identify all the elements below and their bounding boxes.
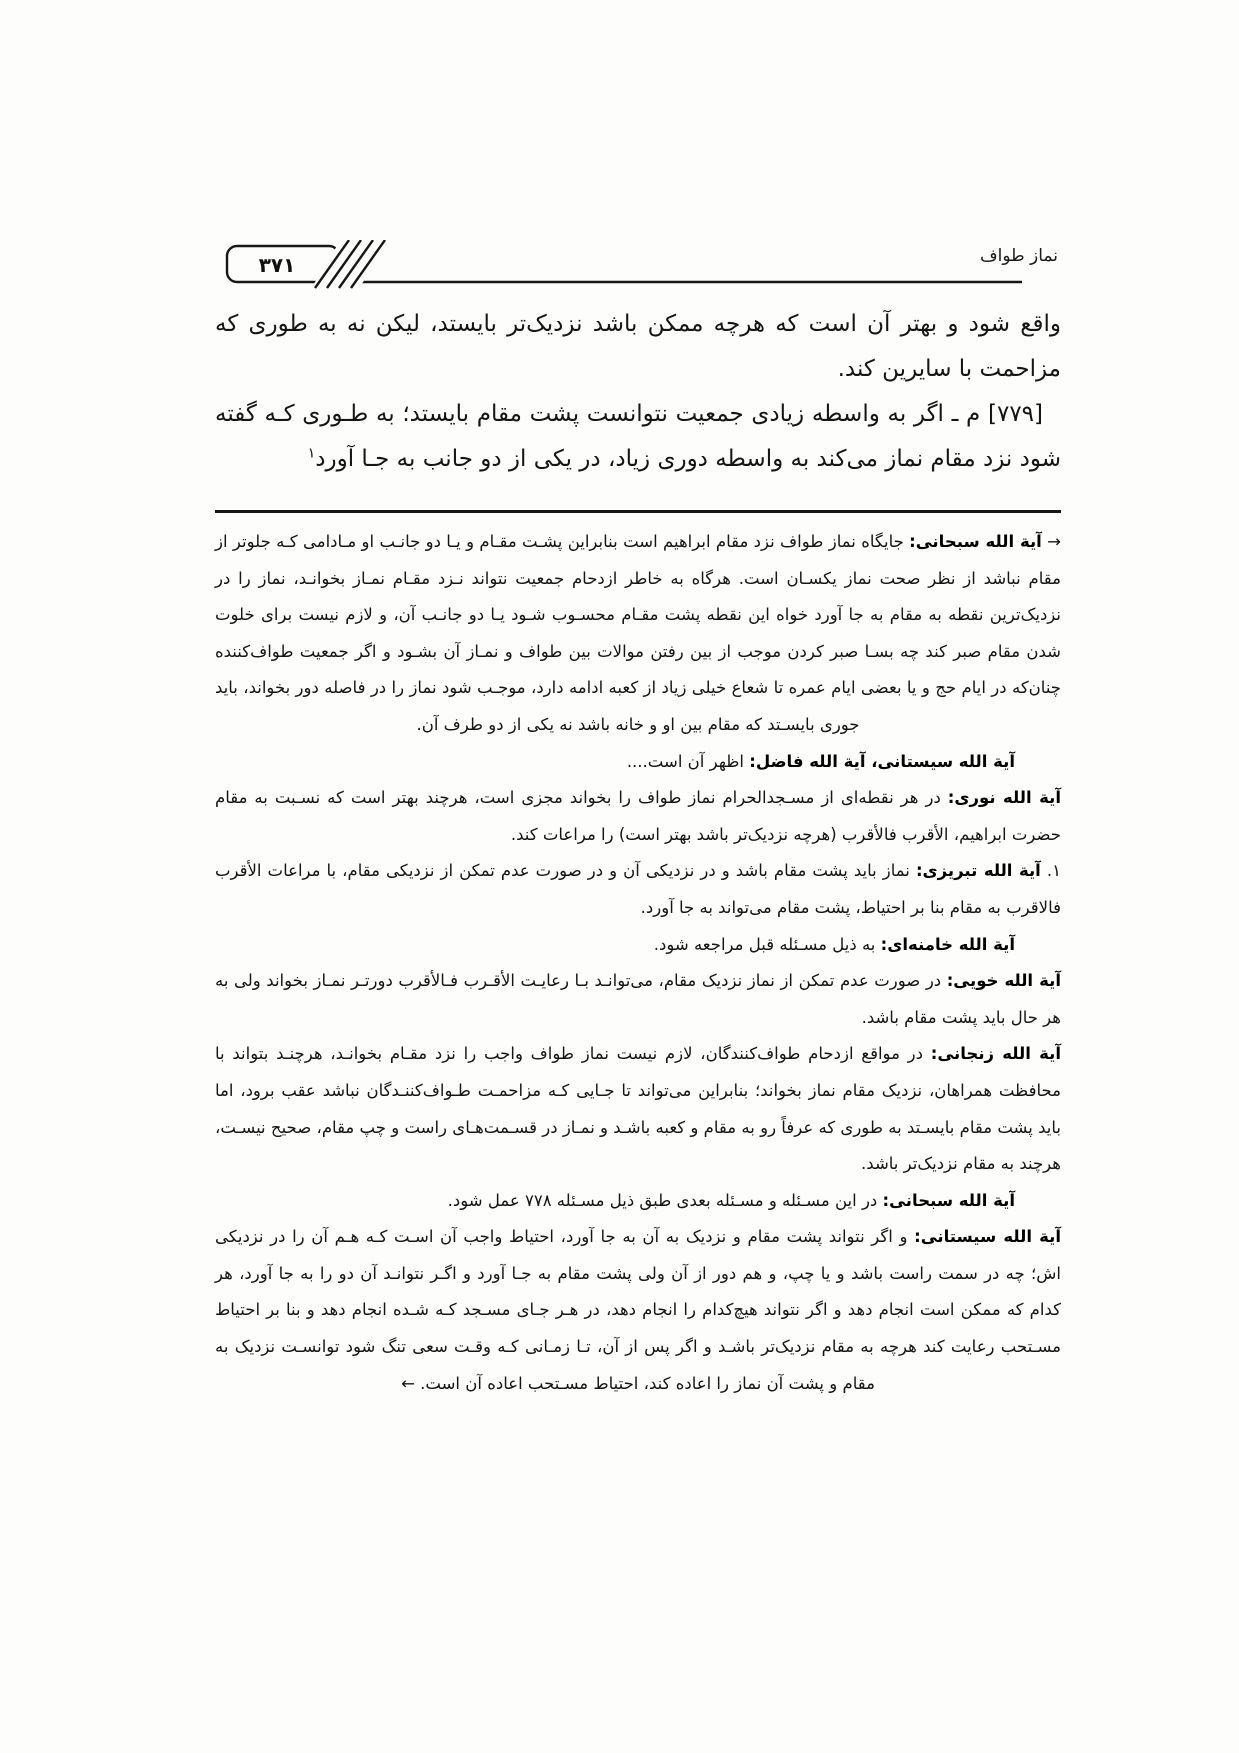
footnote-paragraph [215, 1219, 1061, 1402]
continuation-arrow-start: → [1041, 532, 1061, 551]
main-text [215, 302, 1061, 482]
footnote-number: ۱. [1040, 861, 1061, 881]
footnote-authority-name: آیة الله نوری: [947, 788, 1061, 808]
footnote-text: و اگر نتواند پشت مقام و نزدیک به آن به جا آورد، احتیاط واجب آن اسـت کـه هـم آن را در نزدیکی اش؛ چه در سمت راست باشد و یا چپ، و هم دور از آن ولی پشت مقام به جـا آورد و اگـر نتوانـد آن دو را به جا آورد، هر کدام که ممکن است انجام دهد و اگر نتواند هیچ‌کدام را انجام دهد، در هـر جـای مسـجد کـه شـده انجام دهد و بنا بر احتیاط مسـتحب رعایت کند هرچه به مقام نزدیک‌تر باشـد و اگر پس از آن، تـا زمـانی کـه وقـت سعی تنگ شود توانسـت نزدیک به مقام و پشت آن نماز را اعاده کند، احتیاط مسـتحب اعاده آن است. [215, 1227, 1061, 1393]
footnote-authority-name: آیة الله خویی: [946, 971, 1061, 991]
footnotes-section [215, 524, 1061, 1402]
footnote-text: در این مسـئله و مسـئله بعدی طبق ذیل مسـئله ۷۷۸ عمل شود. [447, 1190, 883, 1210]
footnote-authority-name: آیة الله سیستانی، آیة الله فاضل: [749, 751, 1015, 771]
page-number: ۳۷۱ [258, 253, 296, 277]
footnote-paragraph [215, 524, 1061, 744]
footnote-text: در صورت عدم تمکن از نماز نزدیک مقام، می‌توانـد بـا رعایـت الأقـرب فـالأقرب دورتـر نمـاز بخواند ولی به هر حال باید پشت مقام باشد. [215, 971, 1061, 1027]
footnote-text: نماز باید پشت مقام باشد و در نزدیکی آن و در صورت عدم تمکن از نزدیکی مقام، با مراعات الأقرب فالاقرب به مقام بنا بر احتیاط، پشت مقام می‌تواند به جا آورد. [215, 861, 1061, 917]
footnote-paragraph [215, 744, 1061, 781]
footnote-text: به ذیل مسـئله قبل مراجعه شود. [653, 934, 881, 954]
footnote-text: در هر نقطه‌ای از مسـجدالحرام نماز طواف را بخواند مجزی است، هرچند بهتر است که نسـبت به مقام حضرت ابراهیم، الأقرب فالأقرب (هرچه نزدیک‌تر باشد بهتر است) را مراعات کند. [215, 788, 1061, 844]
footnote-text: اظهر آن است.... [626, 751, 750, 771]
footnote-text: جایگاه نماز طواف نزد مقام ابراهیم است بنابراین پشـت مقـام و یـا دو جانـب او مـادامی کـه جلوتر از مقام نباشد از نظر صحت نماز یکسـان است. هرگاه به خاطر ازدحام جمعیت نتواند نـزد مقـام نمـاز بخوانـد، نماز را در نزدیک‌ترین نقطه به مقام به جا آورد خواه این نقطه پشت مقـام محسـوب شـود یـا دو جانـب آن، و لازم نیست برای خلوت شدن مقام صبر کند چه بسـا صبر کردن موجب از بین رفتن موالات بین طواف و نمـاز آن بشـود و اگر جمعیت طواف‌کننده چنان‌که در ایام حج و یا بعضی ایام عمره تا شعاع خیلی زیاد از کعبه ادامه دارد، موجـب شود نماز را در فاصله دور بخواند، باید جوری بایسـتد که مقام بین او و خانه باشد نه یکی از دو طرف آن. [215, 532, 1061, 734]
footnote-authority-name: آیة الله سبحانی: [909, 532, 1042, 551]
footnote-paragraph [215, 963, 1061, 1036]
footnote-authority-name: آیة الله سیستانی: [914, 1227, 1061, 1247]
body-paragraph [215, 392, 1061, 482]
masala-number: [۷۷۹] [987, 401, 1044, 427]
footnote-paragraph [215, 1036, 1061, 1182]
running-head-title: نماز طواف [979, 246, 1058, 266]
body-paragraph [215, 302, 1061, 392]
footnote-authority-name: آیة الله سبحانی: [882, 1190, 1015, 1210]
footnote-authority-name: آیة الله خامنه‌ای: [880, 934, 1015, 954]
body-paragraph-text: م ـ اگر به واسطه زیادی جمعیت نتوانست پشت مقام بایستد؛ به طـوری کـه گفته شود نزد مقام نماز می‌کند به واسطه دوری زیاد، در یکی از دو جانب به جـا آورد [215, 401, 1061, 472]
body-paragraph-text: واقع شود و بهتر آن است که هرچه ممکن باشد نزدیک‌تر بایستد، لیکن نه به طوری که مزاحمت با سایرین کند. [215, 311, 1061, 382]
footnote-paragraph [215, 1183, 1061, 1220]
footnote-authority-name: آیة الله زنجانی: [930, 1044, 1061, 1064]
header-rule-ornament [177, 240, 1024, 290]
footnote-reference-marker: ۱ [307, 445, 316, 462]
continuation-arrow-end: ← [401, 1373, 421, 1393]
footnote-separator [215, 510, 1061, 513]
footnote-paragraph [215, 853, 1061, 926]
footnote-paragraph [215, 780, 1061, 853]
footnote-authority-name: آیة الله تبریزی: [915, 861, 1041, 881]
footnote-paragraph [215, 927, 1061, 964]
footnote-text: در مواقع ازدحام طواف‌کنندگان، لازم نیست نماز طواف واجب را نزد مقـام بخوانـد، هرچنـد بتواند با محافظت همراهان، نزدیک مقام نماز بخواند؛ بنابراین می‌تواند تا جـایی کـه مزاحمـت طـواف‌کننـدگان نباشد عقب برود، اما باید پشت مقام بایسـتد به طوری که عرفاً رو به مقام و کعبه باشـد و نمـاز در قسـمت‌هـای راست و چپ مقام، صحیح نیسـت، هرچند به مقام نزدیک‌تر باشد. [215, 1044, 1061, 1174]
